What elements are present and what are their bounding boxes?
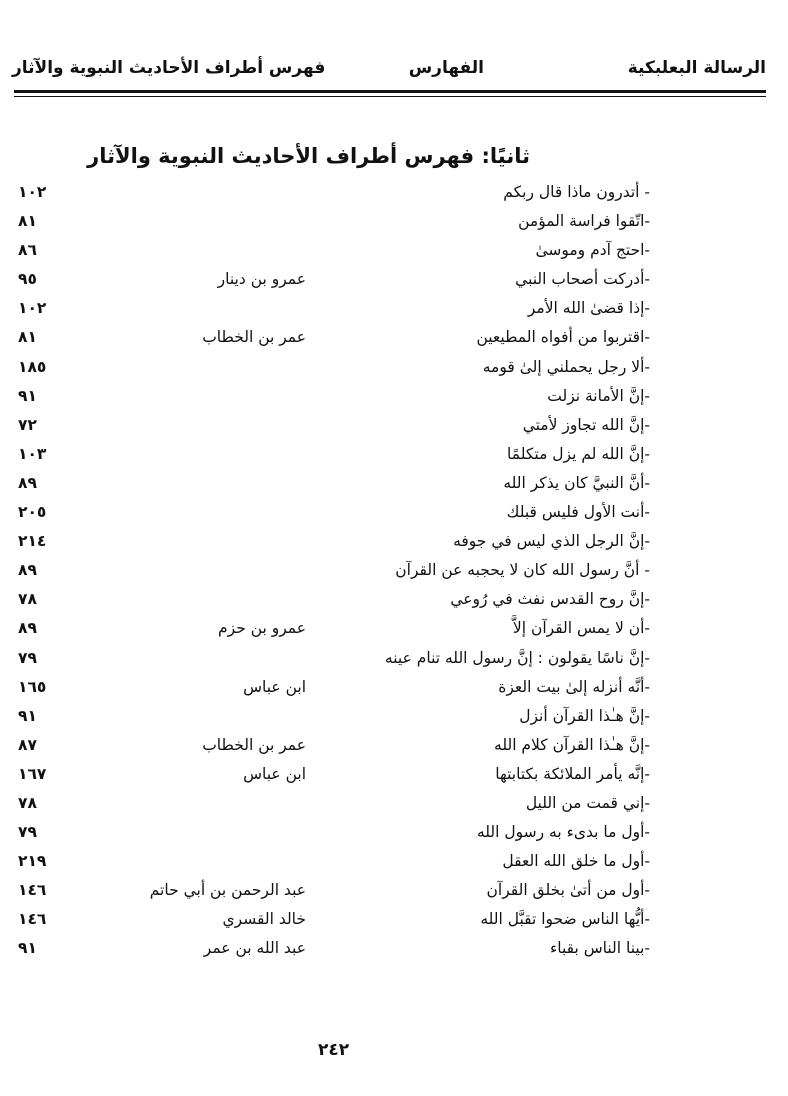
index-row <box>16 209 650 238</box>
hadith-incipit: -إنَّه يأمر الملائكة بكتابتها <box>495 764 650 783</box>
page-ref: ٧٢ <box>18 415 37 434</box>
hadith-incipit: -إنَّ الله تجاوز لأمتي <box>522 415 650 434</box>
narrator: عمرو بن حزم <box>218 619 306 638</box>
page-ref: ٩١ <box>18 939 37 958</box>
index-row <box>16 267 650 296</box>
hadith-incipit: -إنَّ هـٰذا القرآن أنزل <box>519 706 650 725</box>
page-ref: ٨٧ <box>18 735 37 754</box>
page-ref: ٨٦ <box>18 241 37 260</box>
index-row <box>16 296 650 325</box>
narrator: عمرو بن دينار <box>217 270 306 289</box>
narrator: عبد الرحمن بن أبي حاتم <box>149 881 306 900</box>
index-row <box>16 791 650 820</box>
page-ref: ٢١٩ <box>18 852 47 871</box>
index-row <box>16 646 650 675</box>
index-row <box>16 180 650 209</box>
hadith-incipit: -أنَّه أنزله إلىٰ بيت العزة <box>498 677 650 696</box>
hadith-incipit: -إنَّ ناسًا يقولون : إنَّ رسول الله تنام عينه <box>384 648 650 667</box>
hadith-incipit: -إنَّ روح القدس نفث في رُوعي <box>450 590 650 609</box>
index-list <box>16 180 650 966</box>
hadith-incipit: -أول ما بدىء به رسول الله <box>476 823 650 842</box>
page-ref: ١٨٥ <box>18 357 47 376</box>
page-ref: ٧٩ <box>18 823 37 842</box>
hadith-incipit: -إنَّ الله لم يزل متكلمًا <box>507 444 650 463</box>
page-ref: ٨١ <box>18 328 37 347</box>
hadith-incipit: -أنَّ النبيَّ كان يذكر الله <box>503 473 650 492</box>
page-ref: ٩١ <box>18 706 37 725</box>
index-row <box>16 820 650 849</box>
index-name: فهرس أطراف الأحاديث النبوية والآثار <box>12 58 326 78</box>
section-name: الفهارس <box>408 58 484 78</box>
index-row <box>16 587 650 616</box>
page-ref: ٢١٤ <box>18 532 47 551</box>
hadith-incipit: -اتّقوا فراسة المؤمن <box>518 212 650 231</box>
page-ref: ٩٥ <box>18 270 37 289</box>
narrator: خالد القسري <box>222 910 306 929</box>
hadith-incipit: -إني قمت من الليل <box>525 793 650 812</box>
page-ref: ١٦٧ <box>18 764 47 783</box>
hadith-incipit: -ألا رجل يحملني إلىٰ قومه <box>482 357 650 376</box>
index-row <box>16 238 650 267</box>
page-ref: ٧٨ <box>18 590 37 609</box>
hadith-incipit: -احتج آدم وموسىٰ <box>535 241 650 260</box>
hadith-incipit: -أنت الأول فليس قبلك <box>506 503 650 522</box>
index-row <box>16 529 650 558</box>
page-ref: ٧٨ <box>18 793 37 812</box>
header-rule-thin <box>14 96 766 97</box>
page-ref: ٢٠٥ <box>18 503 47 522</box>
index-row <box>16 413 650 442</box>
hadith-incipit: -اقتربوا من أفواه المطيعين <box>476 328 650 347</box>
index-row <box>16 558 650 587</box>
hadith-incipit: -إنَّ الأمانة نزلت <box>547 386 650 405</box>
page-ref: ٨٩ <box>18 561 37 580</box>
index-row <box>16 704 650 733</box>
index-row <box>16 907 650 936</box>
narrator: عبد الله بن عمر <box>203 939 306 958</box>
narrator: عمر بن الخطاب <box>202 328 306 347</box>
page-ref: ١٠٢ <box>18 183 47 201</box>
hadith-incipit: -أيُّها الناس ضحوا تقبَّل الله <box>480 910 650 929</box>
index-row <box>16 325 650 354</box>
index-row <box>16 442 650 471</box>
page-ref: ١٤٦ <box>18 910 47 929</box>
page-ref: ١٠٣ <box>18 444 47 463</box>
hadith-incipit: -أدركت أصحاب النبي <box>515 270 650 289</box>
hadith-incipit: -أن لا يمس القرآن إلاَّ <box>512 619 650 638</box>
index-row <box>16 762 650 791</box>
page-ref: ١٦٥ <box>18 677 47 696</box>
index-row <box>16 471 650 500</box>
page-title: ثانيًا: فهرس أطراف الأحاديث النبوية والآثار <box>87 144 530 168</box>
page-ref: ٨٩ <box>18 473 37 492</box>
hadith-incipit: -إنَّ الرجل الذي ليس في جوفه <box>453 532 650 551</box>
narrator: عمر بن الخطاب <box>202 735 306 754</box>
page-ref: ٨١ <box>18 212 37 231</box>
hadith-incipit: - أتدرون ماذا قال ربكم <box>503 183 650 201</box>
page-ref: ١٠٢ <box>18 299 47 318</box>
index-row <box>16 733 650 762</box>
index-row <box>16 384 650 413</box>
page-ref: ٧٩ <box>18 648 37 667</box>
narrator: ابن عباس <box>243 677 306 696</box>
narrator: ابن عباس <box>243 764 306 783</box>
page-number: ٢٤٢ <box>318 1040 350 1060</box>
page-ref: ٨٩ <box>18 619 37 638</box>
header-rule-thick <box>14 90 766 93</box>
index-row <box>16 849 650 878</box>
page-ref: ٩١ <box>18 386 37 405</box>
index-row <box>16 500 650 529</box>
index-row <box>16 675 650 704</box>
hadith-incipit: - أنَّ رسول الله كان لا يحجبه عن القرآن <box>395 561 650 580</box>
index-row <box>16 878 650 907</box>
hadith-incipit: -أول من أتىٰ بخلق القرآن <box>486 881 650 900</box>
hadith-incipit: -إذا قضىٰ الله الأمر <box>527 299 650 318</box>
hadith-incipit: -أول ما خلق الله العقل <box>502 852 650 871</box>
book-title: الرسالة البعلبكية <box>627 58 766 78</box>
index-row <box>16 616 650 645</box>
index-row <box>16 936 650 965</box>
page-ref: ١٤٦ <box>18 881 47 900</box>
hadith-incipit: -إنَّ هـٰذا القرآن كلام الله <box>494 735 650 754</box>
index-row <box>16 355 650 384</box>
hadith-incipit: -بينا الناس بقباء <box>549 939 650 958</box>
